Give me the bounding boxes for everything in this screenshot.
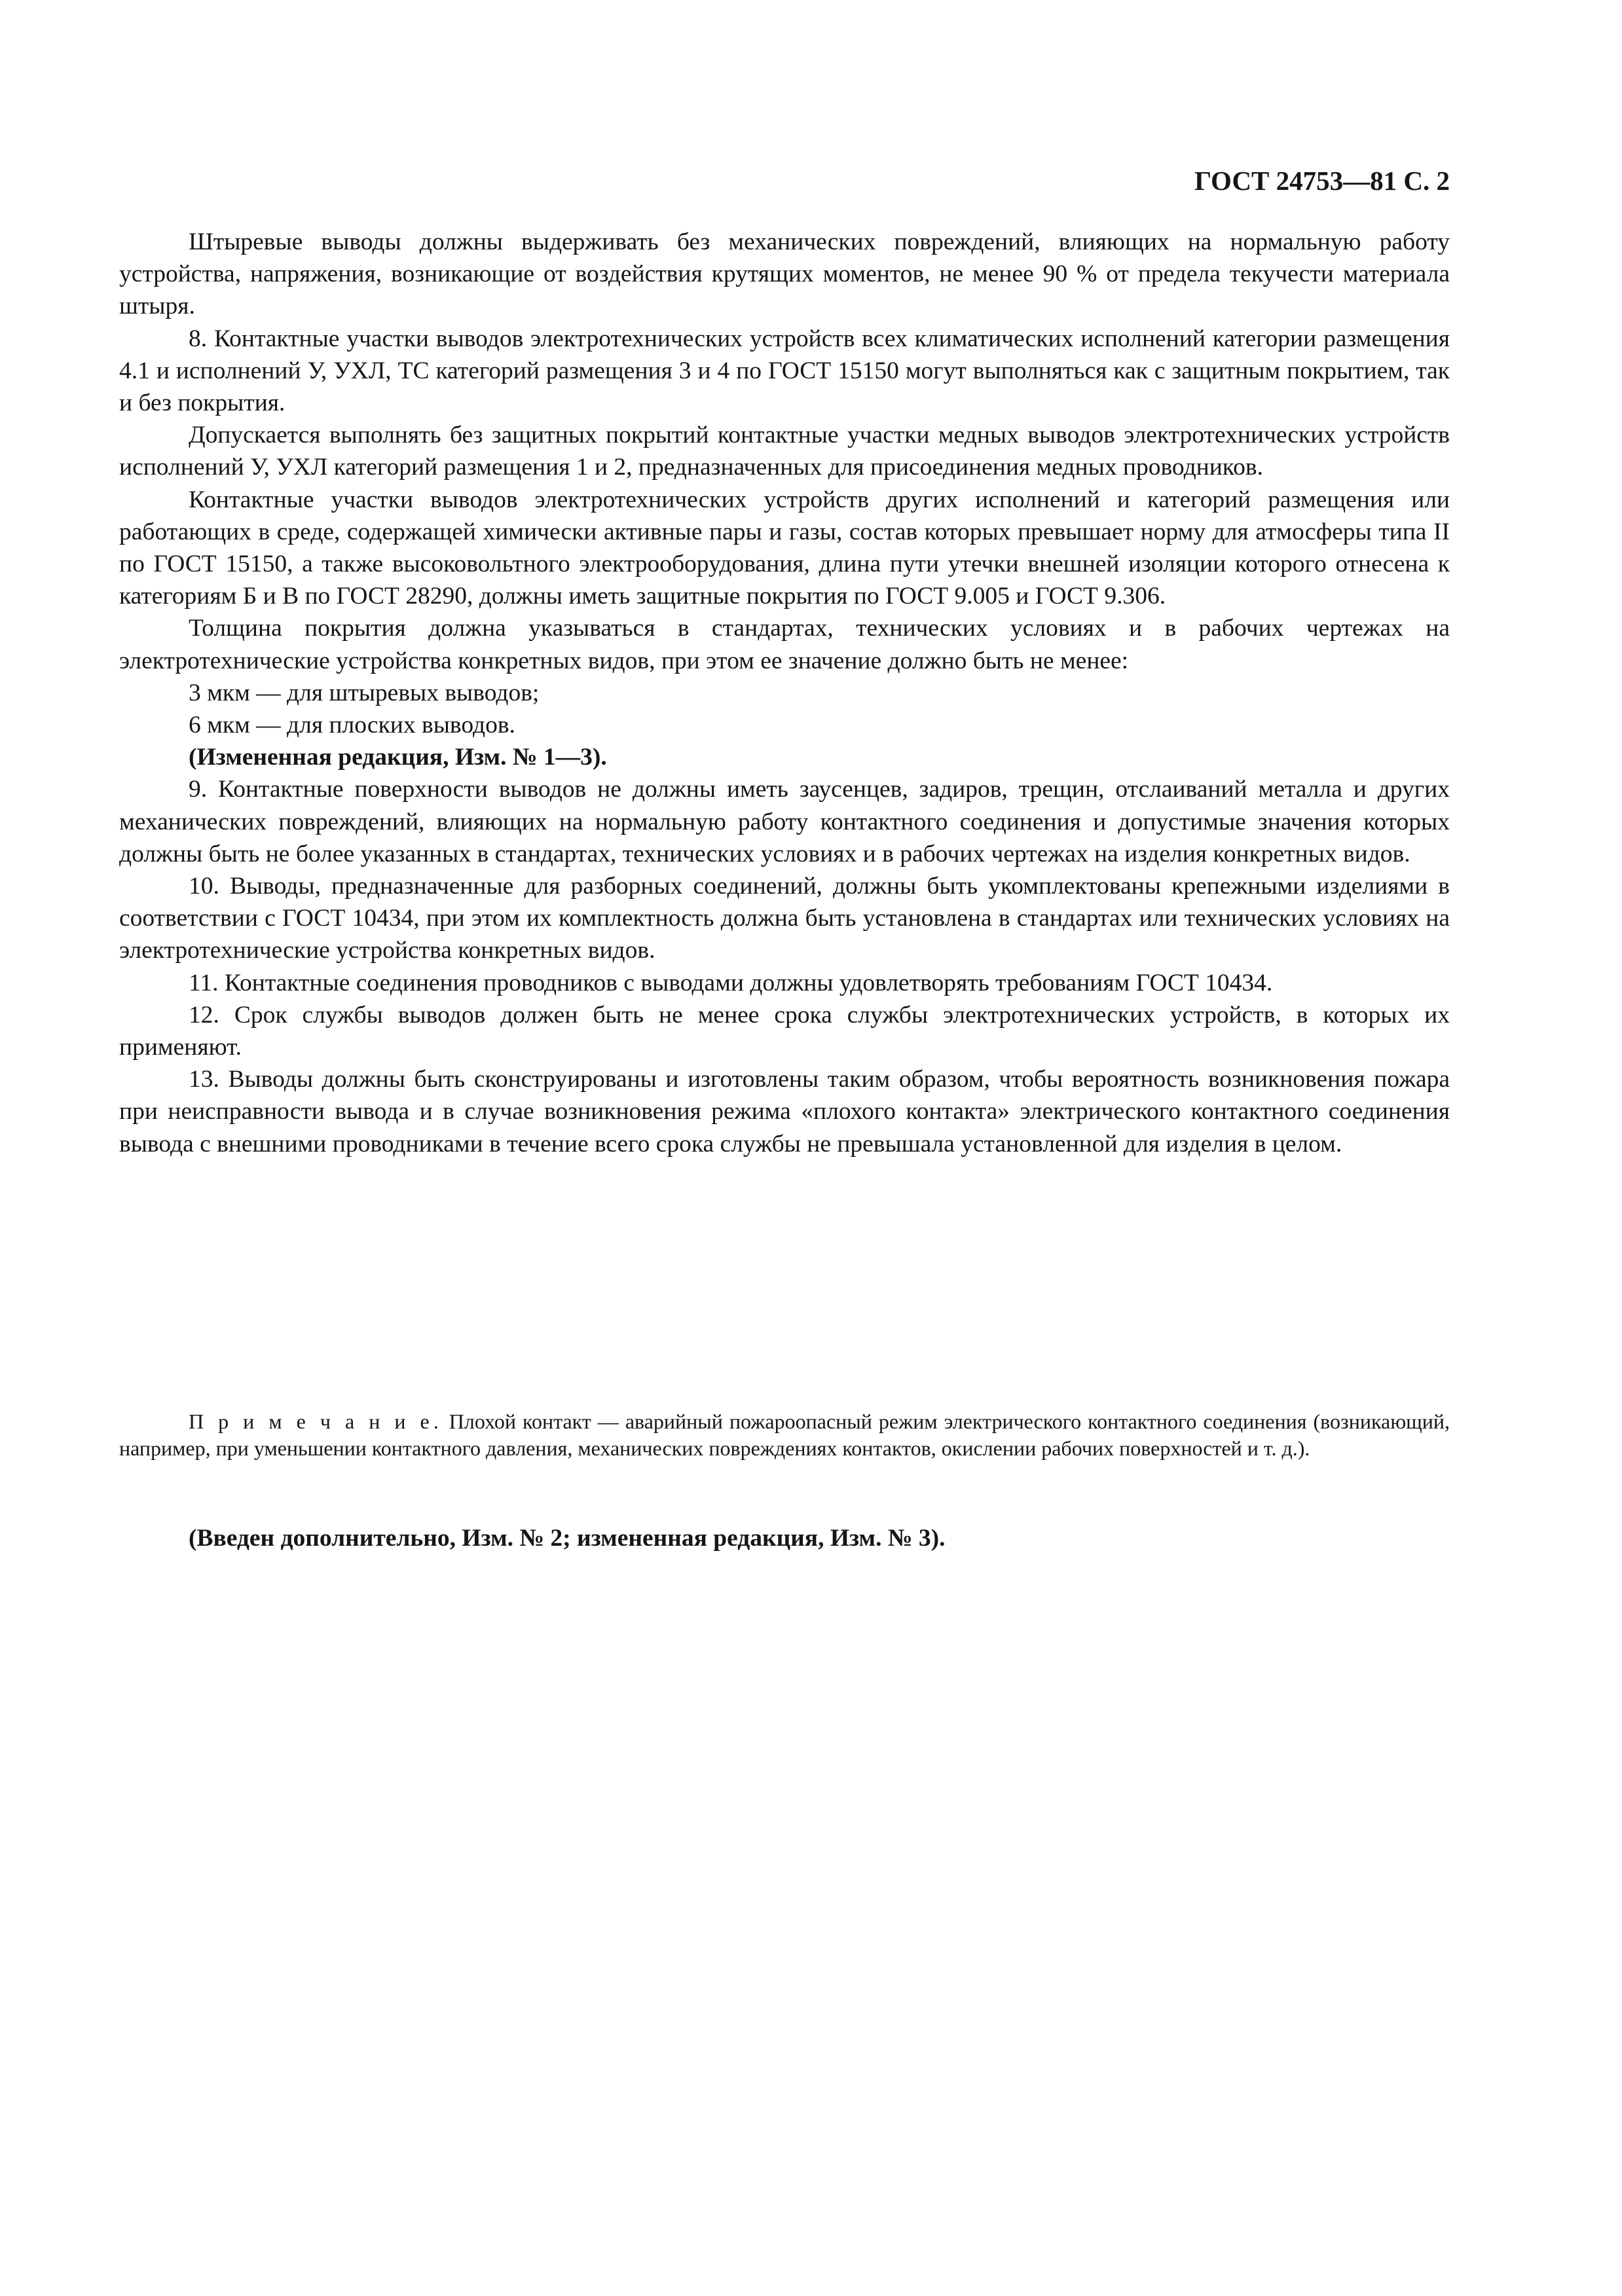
item-8-allowance: Допускается выполнять без защитных покрытий контактные участки медных выводов электротехнических устройств исполнений У, УХЛ категорий размещения 1 и 2, предназначенных для присоединения медных проводников. [119,422,1450,481]
item-11: 11. Контактные соединения проводников с выводами должны удовлетворять требованиям ГОСТ 10434. [189,969,1273,996]
item-10: 10. Выводы, предназначенные для разборных соединений, должны быть укомплектованы крепежными изделиями в соответствии с ГОСТ 10434, при этом их комплектность должна быть установлена в стандартах или технических условиях на электротехнические устройства конкретных видов. [119,873,1450,964]
item-13: 13. Выводы должны быть сконструированы и изготовлены таким образом, чтобы вероятность возникновения пожара при неисправности вывода и в случае возникновения режима «плохого контакта» электрического контактного соединения вывода с внешними проводниками в течение всего срока службы не превышала установленной для изделия в целом. [119,1066,1450,1157]
paragraph-intro: Штыревые выводы должны выдерживать без механических повреждений, влияющих на нормальную работу устройства, напряжения, возникающие от воздействия крутящих моментов, не менее 90 % от предела текучести материала штыря. [119,228,1450,320]
item-8-other-conditions: Контактные участки выводов электротехнических устройств других исполнений и категорий размещения или работающих в среде, содержащей химически активные пары и газы, состав которых превышает норму для атмосферы типа II по ГОСТ 15150, а также высоковольтного электрооборудования, длина пути утечки внешней изоляции которого отнесена к категориям Б и В по ГОСТ 28290, должны иметь защитные покрытия по ГОСТ 9.005 и ГОСТ 9.306. [119,486,1450,610]
closing-revision-note: (Введен дополнительно, Изм. № 2; измененная редакция, Изм. № 3). [189,1525,946,1552]
item-8-flat-thickness: 6 мкм — для плоских выводов. [189,712,515,739]
item-12: 12. Срок службы выводов должен быть не менее срока службы электротехнических устройств, в которых их применяют. [119,1001,1450,1061]
note-label: П р и м е ч а н и е. [189,1410,443,1433]
note-block [119,1408,1450,1461]
item-8: 8. Контактные участки выводов электротехнических устройств всех климатических исполнений категории размещения 4.1 и исполнений У, УХЛ, ТС категорий размещения 3 и 4 по ГОСТ 15150 могут выполняться как с защитным покрытием, так и без покрытия. [119,325,1450,417]
document-body [119,226,1450,1160]
item-8-thickness: Толщина покрытия должна указываться в стандартах, технических условиях и в рабочих чертежах на электротехнические устройства конкретных видов, при этом ее значение должно быть не менее: [119,615,1450,674]
page-header: ГОСТ 24753—81 С. 2 [1194,166,1450,196]
item-8-pin-thickness: 3 мкм — для штыревых выводов; [189,679,540,706]
item-9: 9. Контактные поверхности выводов не должны иметь заусенцев, задиров, трещин, отслаиваний металла и других механических повреждений, влияющих на нормальную работу контактного соединения и допустимые значения которых должны быть не более указанных в стандартах, технических условиях и в рабочих чертежах на изделия конкретных видов. [119,776,1450,867]
note-text: Плохой контакт — аварийный пожароопасный режим электрического контактного соединения (возникающий, например, при уменьшении контактного давления, механических повреждениях контактов, окислении рабочих поверхностей и т. д.). [119,1410,1450,1460]
item-8-revision-note: (Измененная редакция, Изм. № 1—3). [189,744,607,771]
